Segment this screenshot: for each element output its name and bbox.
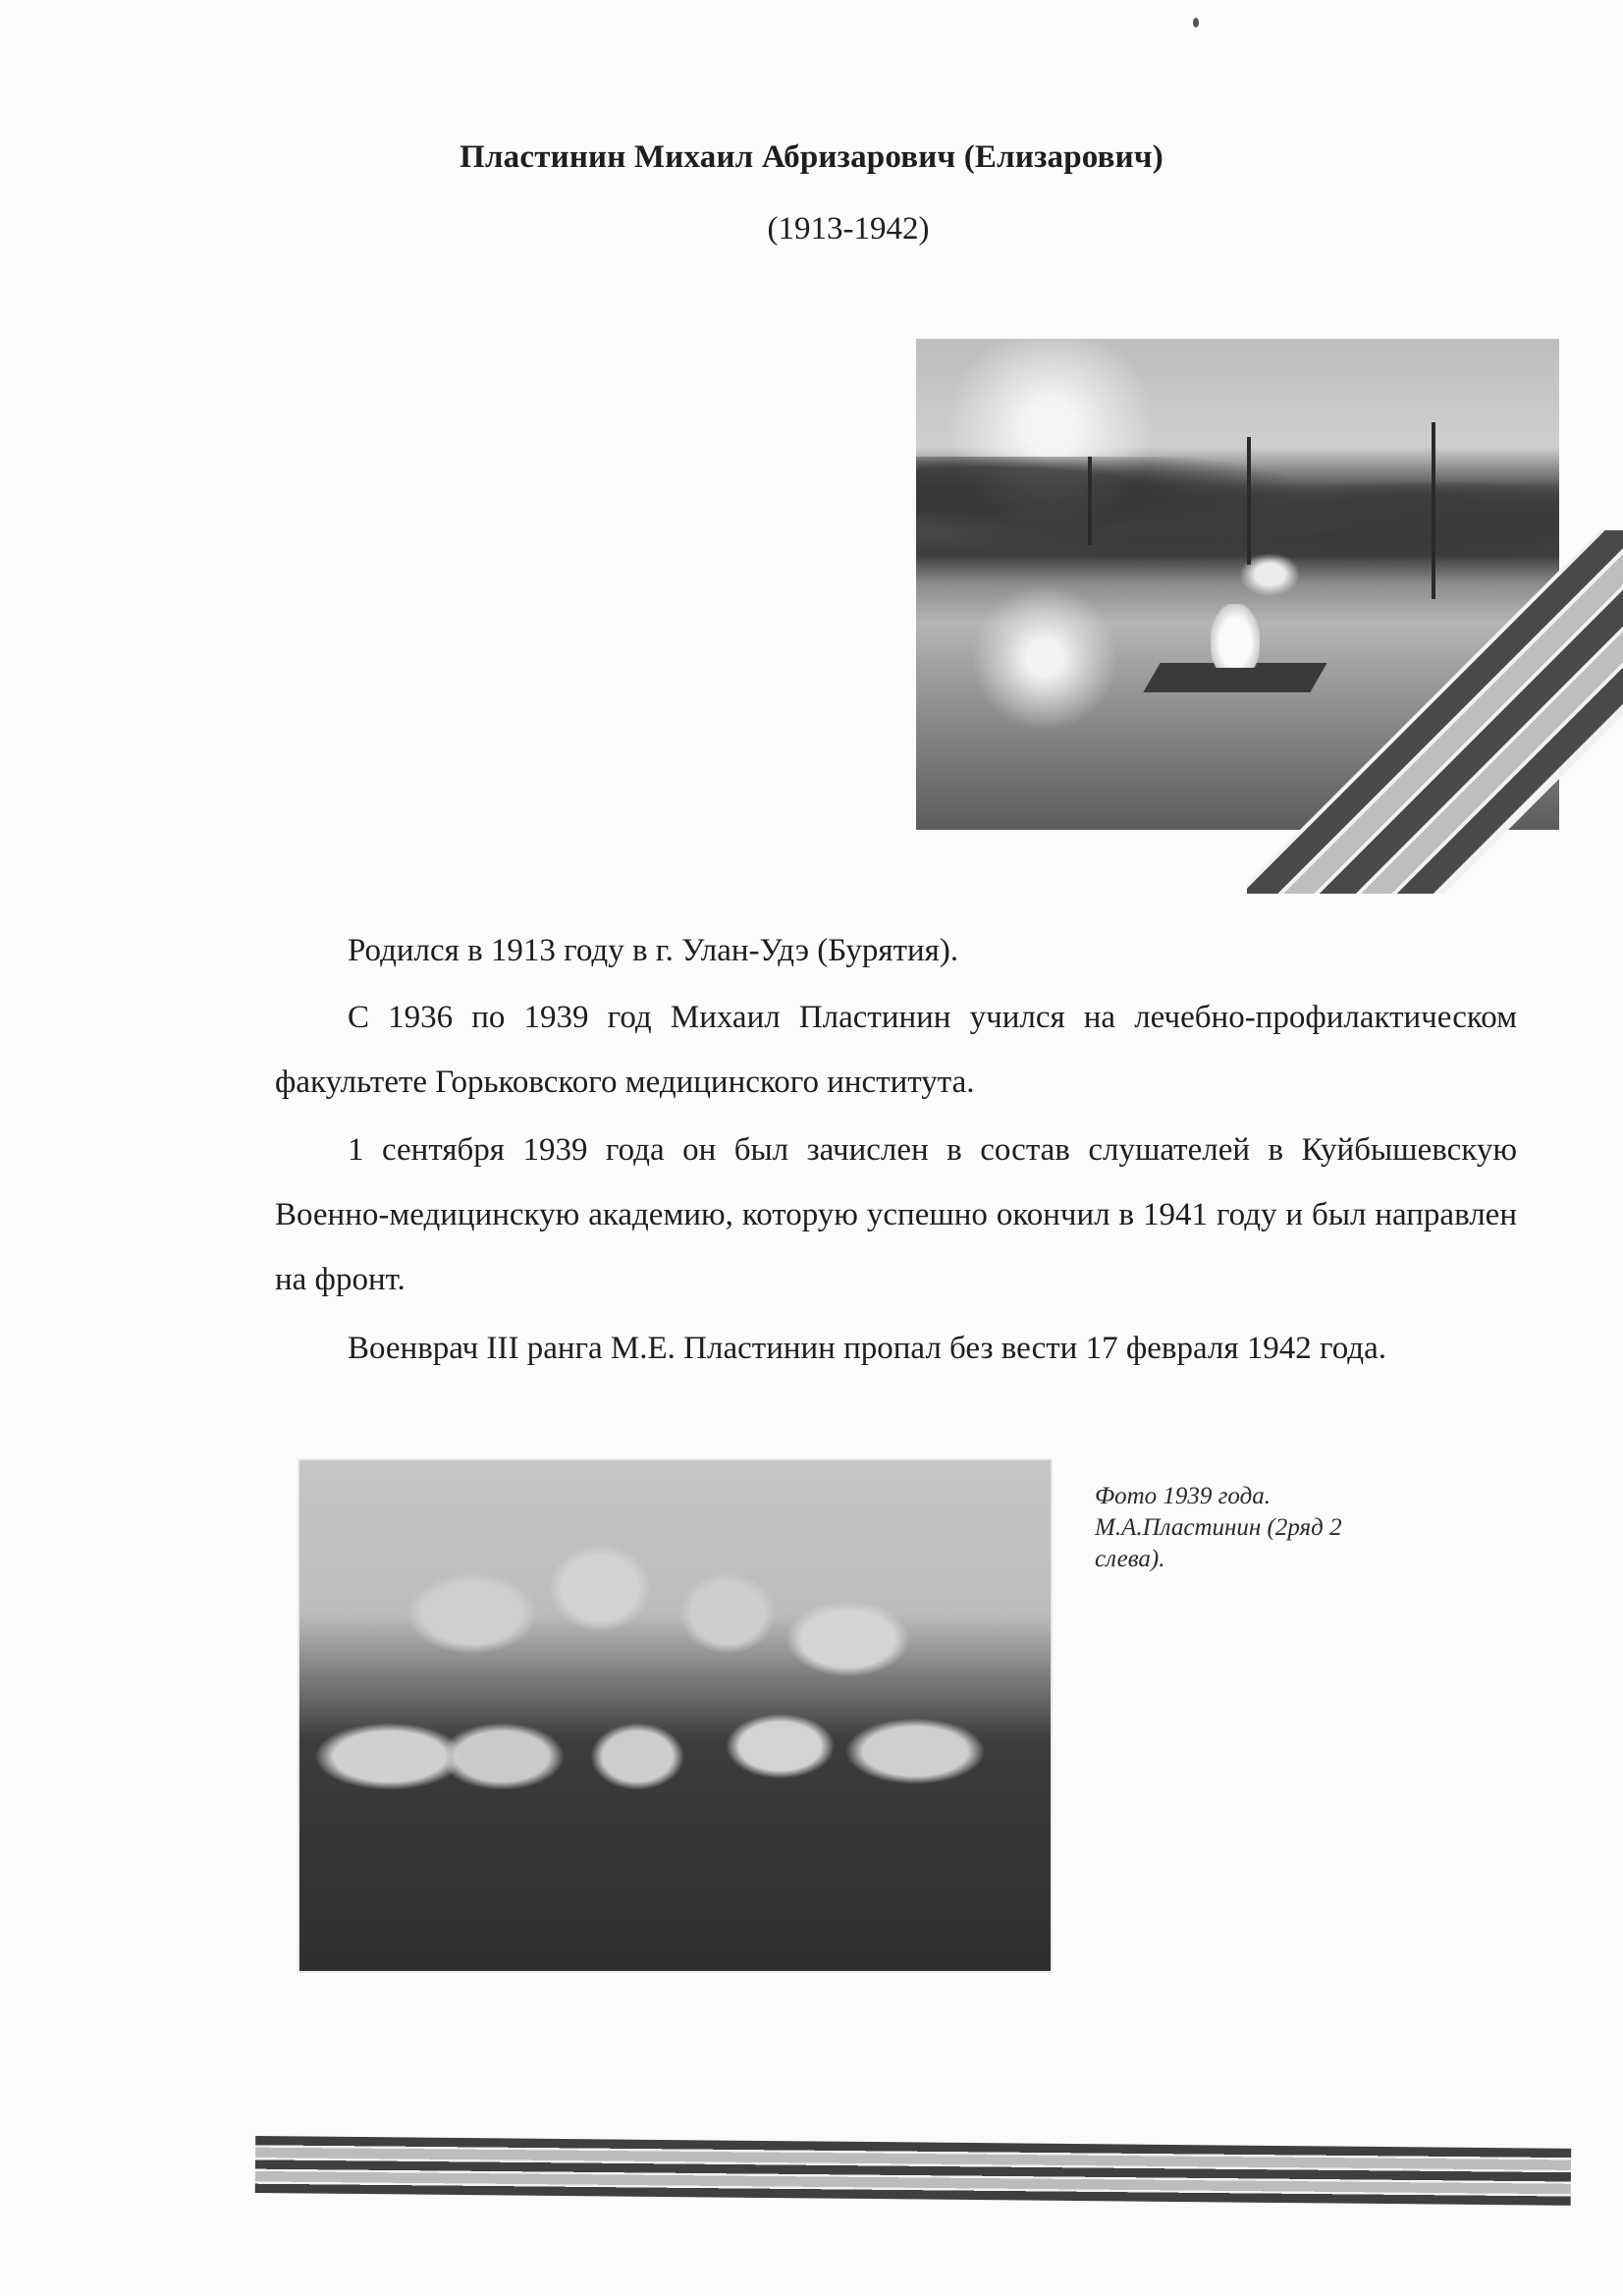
- lamp-post-icon: [1088, 457, 1092, 545]
- scan-speck: [1193, 18, 1199, 27]
- caption-line: Фото 1939 года.: [1095, 1483, 1271, 1509]
- caption-line: слева).: [1095, 1546, 1165, 1572]
- st-george-ribbon-corner: [1247, 530, 1623, 894]
- life-years: (1913-1942): [767, 211, 930, 246]
- page-title: Пластинин Михаил Абризарович (Елизарович): [460, 139, 1163, 175]
- paragraph-academy: 1 сентября 1939 года он был зачислен в состав слушателей в Куйбышевскую Военно-медицинскую академию, которую успешно окончил в 1941 году и был направлен на фронт.: [275, 1132, 1517, 1297]
- photo-caption: [1095, 1481, 1370, 1575]
- st-george-ribbon-bottom: [255, 2136, 1571, 2206]
- caption-line: М.А.Пластинин (2ряд 2: [1095, 1514, 1342, 1541]
- paragraph-education: С 1936 по 1939 год Михаил Пластинин учился на лечебно-профилактическом факультете Горьковского медицинского института.: [275, 1000, 1517, 1100]
- group-photo-1939: [298, 1458, 1053, 1973]
- paragraph-birth: Родился в 1913 году в г. Улан-Удэ (Бурятия).: [348, 933, 959, 968]
- ribbon-band: [1247, 530, 1623, 894]
- paragraph-missing: Военврач III ранга М.Е. Пластинин пропал без вести 17 февраля 1942 года.: [348, 1331, 1386, 1366]
